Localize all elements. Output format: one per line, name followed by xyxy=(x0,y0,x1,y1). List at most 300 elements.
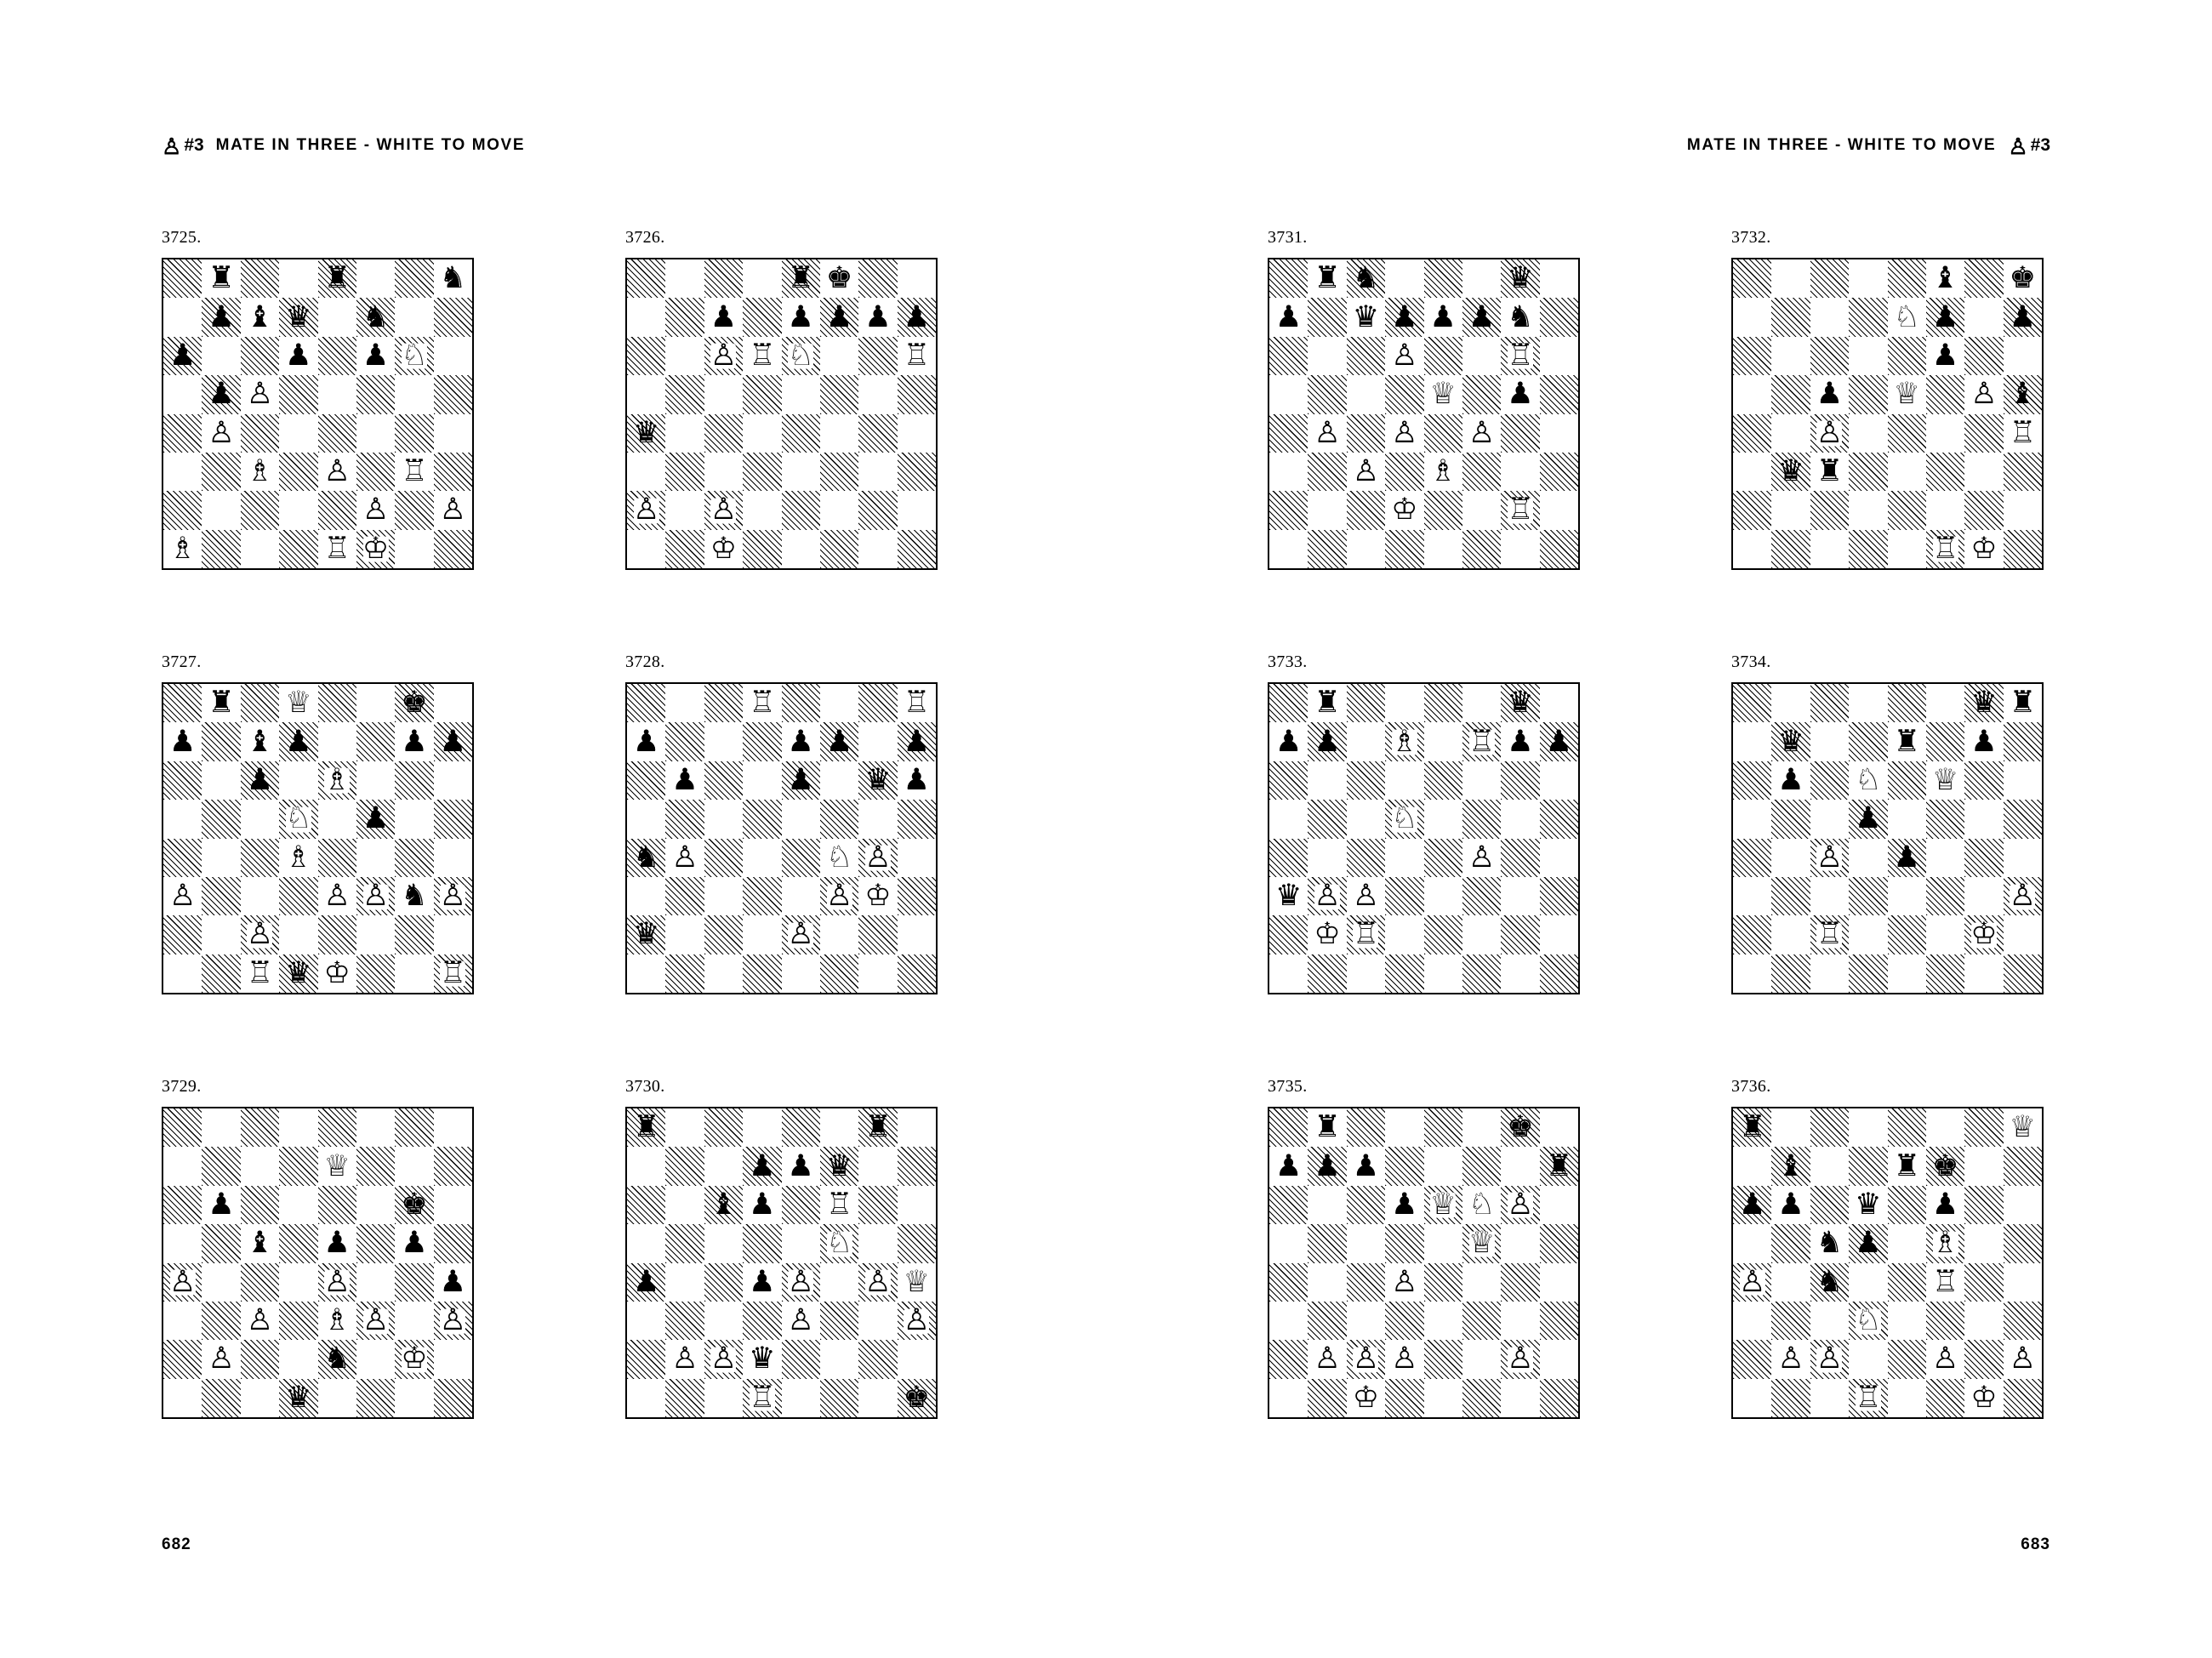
board-square xyxy=(627,1186,665,1224)
board-square xyxy=(279,259,317,298)
board-square xyxy=(1385,298,1423,336)
black-pawn-icon: ♟ xyxy=(1429,299,1457,334)
board-square xyxy=(1424,877,1462,915)
board-square xyxy=(704,1108,743,1147)
board-square xyxy=(1849,453,1887,491)
black-pawn-icon: ♟ xyxy=(1893,840,1920,875)
board-square xyxy=(1771,1224,1810,1262)
board-square xyxy=(743,1302,781,1340)
board-square xyxy=(858,954,897,993)
board-square xyxy=(279,1263,317,1302)
board-square xyxy=(743,337,781,375)
board-square xyxy=(782,1379,820,1417)
board-square xyxy=(1733,684,1771,722)
board-square xyxy=(1926,722,1964,761)
board-square xyxy=(782,877,820,915)
board-square xyxy=(1424,1224,1462,1262)
board-square xyxy=(434,453,472,491)
board-square xyxy=(1810,684,1849,722)
board-square xyxy=(2004,722,2042,761)
black-queen-icon: ♛ xyxy=(1777,454,1804,489)
board-square xyxy=(395,1224,433,1262)
board-square xyxy=(1501,414,1539,453)
white-pawn-icon: ♙ xyxy=(362,1303,390,1338)
board-square xyxy=(704,877,743,915)
running-head-left xyxy=(162,134,525,157)
board-square xyxy=(704,337,743,375)
board-square xyxy=(1849,1147,1887,1185)
board-square xyxy=(898,915,936,954)
board-square xyxy=(318,491,356,529)
board-square xyxy=(1771,1379,1810,1417)
board-square xyxy=(1540,453,1578,491)
mate-in-three-mark xyxy=(162,134,204,157)
board-square xyxy=(1385,414,1423,453)
board-square xyxy=(627,800,665,838)
board-square xyxy=(279,877,317,915)
black-pawn-icon: ♟ xyxy=(439,724,466,759)
board-square xyxy=(241,1379,279,1417)
board-square xyxy=(1849,954,1887,993)
board-square xyxy=(782,1186,820,1224)
white-pawn-icon: ♙ xyxy=(1352,454,1380,489)
black-pawn-icon: ♟ xyxy=(1507,377,1534,412)
white-pawn-icon: ♙ xyxy=(1314,415,1341,450)
board-square xyxy=(1964,877,2003,915)
board-square xyxy=(704,839,743,877)
board-square xyxy=(1385,800,1423,838)
board-square xyxy=(1849,1108,1887,1147)
board-square xyxy=(1810,1379,1849,1417)
board-square xyxy=(241,839,279,877)
white-rook-icon: ♖ xyxy=(749,686,776,721)
board-square xyxy=(1810,1302,1849,1340)
board-square xyxy=(1964,915,2003,954)
black-pawn-icon: ♟ xyxy=(825,299,853,334)
board-square xyxy=(743,530,781,568)
board-square xyxy=(782,453,820,491)
board-square xyxy=(163,954,202,993)
puzzle-diagram xyxy=(625,652,944,994)
board-square xyxy=(704,915,743,954)
board-square xyxy=(356,761,395,800)
white-pawn-icon: ♙ xyxy=(1816,840,1844,875)
board-square xyxy=(1501,800,1539,838)
black-rook-icon: ♜ xyxy=(1314,1110,1341,1145)
white-knight-icon: ♘ xyxy=(1855,762,1882,797)
board-square xyxy=(858,1108,897,1147)
board-square xyxy=(743,1379,781,1417)
board-square xyxy=(1964,337,2003,375)
board-square xyxy=(241,1108,279,1147)
board-square xyxy=(1424,1379,1462,1417)
black-queen-icon: ♛ xyxy=(285,955,312,990)
board-square xyxy=(318,1302,356,1340)
board-square xyxy=(2004,414,2042,453)
white-king-icon: ♔ xyxy=(1970,1380,1998,1415)
black-bishop-icon: ♝ xyxy=(2009,377,2036,412)
puzzle-number: 3729. xyxy=(162,1077,202,1096)
board-square xyxy=(1888,915,1926,954)
board-square xyxy=(163,337,202,375)
board-square xyxy=(1810,954,1849,993)
board-square xyxy=(665,453,704,491)
white-rook-icon: ♖ xyxy=(246,955,274,990)
white-knight-icon: ♘ xyxy=(285,801,312,836)
board-square xyxy=(1308,1108,1346,1147)
board-square xyxy=(1888,1224,1926,1262)
board-square xyxy=(1849,414,1887,453)
board-square xyxy=(820,1302,858,1340)
board-square xyxy=(1926,761,1964,800)
board-square xyxy=(1269,954,1308,993)
page-right xyxy=(1106,0,2212,1658)
board-square xyxy=(898,684,936,722)
board-square xyxy=(1347,414,1385,453)
board-square xyxy=(2004,1224,2042,1262)
board-square xyxy=(2004,954,2042,993)
board-square xyxy=(665,1302,704,1340)
board-square xyxy=(1385,839,1423,877)
black-rook-icon: ♜ xyxy=(208,686,235,721)
board-square xyxy=(1810,1147,1849,1185)
board-square xyxy=(1385,761,1423,800)
board-square xyxy=(820,375,858,413)
board-square xyxy=(858,1263,897,1302)
board-square xyxy=(241,954,279,993)
board-square xyxy=(163,915,202,954)
board-square xyxy=(202,877,240,915)
board-square xyxy=(820,684,858,722)
board-square xyxy=(782,491,820,529)
board-square xyxy=(395,800,433,838)
board-square xyxy=(434,1379,472,1417)
board-square xyxy=(202,722,240,761)
board-square xyxy=(1308,453,1346,491)
board-square xyxy=(1269,1379,1308,1417)
board-square xyxy=(318,800,356,838)
board-square xyxy=(1733,414,1771,453)
board-square xyxy=(356,722,395,761)
board-square xyxy=(1810,298,1849,336)
board-square xyxy=(279,1340,317,1378)
board-square xyxy=(202,954,240,993)
board-square xyxy=(434,722,472,761)
board-square xyxy=(627,530,665,568)
board-square xyxy=(665,491,704,529)
board-square xyxy=(1501,1302,1539,1340)
white-pawn-icon: ♙ xyxy=(1314,879,1341,914)
board-square xyxy=(858,761,897,800)
board-square xyxy=(1849,761,1887,800)
board-square xyxy=(1849,877,1887,915)
board-square xyxy=(318,1147,356,1185)
board-square xyxy=(318,337,356,375)
board-square xyxy=(1810,491,1849,529)
black-rook-icon: ♜ xyxy=(632,1110,660,1145)
black-pawn-icon: ♟ xyxy=(285,724,312,759)
board-square xyxy=(434,915,472,954)
board-square xyxy=(1308,259,1346,298)
black-pawn-icon: ♟ xyxy=(246,762,274,797)
board-square xyxy=(1462,337,1501,375)
board-square xyxy=(898,761,936,800)
black-pawn-icon: ♟ xyxy=(1468,299,1496,334)
board-square xyxy=(2004,915,2042,954)
board-square xyxy=(1926,298,1964,336)
black-pawn-icon: ♟ xyxy=(401,1226,428,1261)
board-square xyxy=(434,298,472,336)
board-square xyxy=(241,1340,279,1378)
board-square xyxy=(898,453,936,491)
board-square xyxy=(395,1147,433,1185)
board-square xyxy=(434,414,472,453)
board-square xyxy=(202,1186,240,1224)
black-rook-icon: ♜ xyxy=(1314,686,1341,721)
board-square xyxy=(163,800,202,838)
board-square xyxy=(743,1263,781,1302)
board-square xyxy=(1501,1340,1539,1378)
board-square xyxy=(356,1224,395,1262)
white-pawn-icon: ♙ xyxy=(1468,415,1496,450)
board-square xyxy=(1462,375,1501,413)
board-square xyxy=(1424,761,1462,800)
board-square xyxy=(434,1340,472,1378)
board-square xyxy=(1540,761,1578,800)
white-pawn-icon: ♙ xyxy=(2009,879,2036,914)
board-square xyxy=(241,414,279,453)
board-square xyxy=(1888,954,1926,993)
board-square xyxy=(1888,414,1926,453)
board-square xyxy=(279,684,317,722)
board-square xyxy=(1810,915,1849,954)
board-square xyxy=(898,298,936,336)
board-square xyxy=(1424,298,1462,336)
board-square xyxy=(1926,684,1964,722)
board-square xyxy=(163,259,202,298)
board-square xyxy=(241,530,279,568)
board-square xyxy=(1385,337,1423,375)
puzzle-number: 3735. xyxy=(1268,1077,1308,1096)
white-rook-icon: ♖ xyxy=(1352,917,1380,952)
board-square xyxy=(356,1340,395,1378)
board-square xyxy=(1733,1108,1771,1147)
board-square xyxy=(1462,1340,1501,1378)
white-pawn-icon: ♙ xyxy=(323,879,351,914)
board-square xyxy=(1501,954,1539,993)
board-square xyxy=(318,298,356,336)
black-pawn-icon: ♟ xyxy=(362,801,390,836)
board-square xyxy=(858,491,897,529)
board-square xyxy=(395,915,433,954)
board-square xyxy=(898,337,936,375)
board-square xyxy=(318,954,356,993)
board-square xyxy=(318,684,356,722)
board-square xyxy=(858,1224,897,1262)
board-square xyxy=(279,298,317,336)
white-pawn-icon: ♙ xyxy=(1507,1342,1534,1376)
white-pawn-icon: ♙ xyxy=(246,917,274,952)
board-square xyxy=(1888,722,1926,761)
board-square xyxy=(318,1340,356,1378)
board-square xyxy=(279,1224,317,1262)
board-square xyxy=(1888,259,1926,298)
board-square xyxy=(1462,954,1501,993)
board-square xyxy=(1964,800,2003,838)
white-pawn-icon: ♙ xyxy=(2008,134,2028,159)
board-square xyxy=(898,722,936,761)
board-square xyxy=(279,375,317,413)
board-square xyxy=(2004,298,2042,336)
board-square xyxy=(163,1147,202,1185)
black-king-icon: ♚ xyxy=(903,1380,930,1415)
board-square xyxy=(858,1186,897,1224)
board-square xyxy=(704,761,743,800)
board-square xyxy=(898,839,936,877)
board-square xyxy=(241,722,279,761)
board-square xyxy=(1462,839,1501,877)
black-rook-icon: ♜ xyxy=(864,1110,892,1145)
board-square xyxy=(665,915,704,954)
board-square xyxy=(202,453,240,491)
board-square xyxy=(241,1186,279,1224)
board-square xyxy=(318,915,356,954)
black-pawn-icon: ♟ xyxy=(1738,1187,1766,1222)
board-square xyxy=(1269,1340,1308,1378)
board-square xyxy=(665,1147,704,1185)
board-square xyxy=(202,761,240,800)
board-square xyxy=(1540,259,1578,298)
board-square xyxy=(782,1224,820,1262)
board-square xyxy=(241,1147,279,1185)
black-pawn-icon: ♟ xyxy=(787,1148,814,1183)
board-square xyxy=(1269,453,1308,491)
board-square xyxy=(782,1108,820,1147)
white-queen-icon: ♕ xyxy=(2009,1110,2036,1145)
board-square xyxy=(665,259,704,298)
black-knight-icon: ♞ xyxy=(1816,1264,1844,1299)
board-square xyxy=(627,337,665,375)
board-square xyxy=(1385,722,1423,761)
board-square xyxy=(1347,1147,1385,1185)
board-square xyxy=(1964,530,2003,568)
board-square xyxy=(1926,1379,1964,1417)
board-square xyxy=(1347,761,1385,800)
board-square xyxy=(820,1263,858,1302)
white-queen-icon: ♕ xyxy=(1893,377,1920,412)
white-pawn-icon: ♙ xyxy=(1352,1342,1380,1376)
board-square xyxy=(627,877,665,915)
board-square xyxy=(434,337,472,375)
black-rook-icon: ♜ xyxy=(2009,686,2036,721)
board-square xyxy=(1462,1147,1501,1185)
board-square xyxy=(434,1186,472,1224)
board-square xyxy=(1771,1147,1810,1185)
board-square xyxy=(898,1108,936,1147)
board-square xyxy=(434,375,472,413)
board-square xyxy=(1540,1379,1578,1417)
board-square xyxy=(241,1263,279,1302)
board-square xyxy=(1733,1147,1771,1185)
board-square xyxy=(2004,1340,2042,1378)
mark-label: #3 xyxy=(2030,135,2050,155)
board-square xyxy=(2004,375,2042,413)
black-pawn-icon: ♟ xyxy=(864,299,892,334)
white-rook-icon: ♖ xyxy=(749,338,776,373)
board-square xyxy=(1733,1302,1771,1340)
board-square xyxy=(395,375,433,413)
board-square xyxy=(1888,800,1926,838)
board-square xyxy=(858,1340,897,1378)
board-square xyxy=(704,491,743,529)
board-square xyxy=(858,298,897,336)
board-square xyxy=(743,954,781,993)
board-square xyxy=(1540,1302,1578,1340)
black-pawn-icon: ♟ xyxy=(285,338,312,373)
board-square xyxy=(1540,839,1578,877)
board-square xyxy=(820,954,858,993)
board-square xyxy=(1733,1340,1771,1378)
board-square xyxy=(704,298,743,336)
board-square xyxy=(163,1263,202,1302)
board-square xyxy=(1308,761,1346,800)
board-square xyxy=(704,954,743,993)
board-square xyxy=(704,1186,743,1224)
white-pawn-icon: ♙ xyxy=(1314,1342,1341,1376)
board-square xyxy=(1926,1186,1964,1224)
black-pawn-icon: ♟ xyxy=(1777,1187,1804,1222)
board-square xyxy=(627,1224,665,1262)
white-pawn-icon: ♙ xyxy=(1468,840,1496,875)
board-square xyxy=(1462,259,1501,298)
board-square xyxy=(1964,298,2003,336)
board-square xyxy=(1308,684,1346,722)
board-square xyxy=(1810,761,1849,800)
board-square xyxy=(1810,337,1849,375)
puzzle-diagram xyxy=(1268,1077,1587,1419)
board-square xyxy=(1964,1147,2003,1185)
chess-board xyxy=(162,258,474,570)
board-square xyxy=(241,298,279,336)
board-square xyxy=(743,259,781,298)
board-square xyxy=(1269,915,1308,954)
white-rook-icon: ♖ xyxy=(323,531,351,566)
white-pawn-icon: ♙ xyxy=(439,493,466,527)
board-square xyxy=(1385,877,1423,915)
board-square xyxy=(1540,1108,1578,1147)
board-square xyxy=(1540,337,1578,375)
black-king-icon: ♚ xyxy=(401,686,428,721)
board-square xyxy=(1771,375,1810,413)
white-rook-icon: ♖ xyxy=(1507,338,1534,373)
board-square xyxy=(1849,298,1887,336)
board-square xyxy=(1849,1302,1887,1340)
board-square xyxy=(2004,839,2042,877)
board-square xyxy=(279,722,317,761)
board-square xyxy=(1385,684,1423,722)
black-pawn-icon: ♟ xyxy=(903,724,930,759)
board-square xyxy=(1964,491,2003,529)
board-square xyxy=(1888,530,1926,568)
board-square xyxy=(898,1340,936,1378)
board-square xyxy=(1462,722,1501,761)
board-square xyxy=(1424,839,1462,877)
board-square xyxy=(318,1186,356,1224)
black-queen-icon: ♛ xyxy=(632,415,660,450)
board-square xyxy=(820,1340,858,1378)
board-square xyxy=(202,298,240,336)
white-king-icon: ♔ xyxy=(362,531,390,566)
